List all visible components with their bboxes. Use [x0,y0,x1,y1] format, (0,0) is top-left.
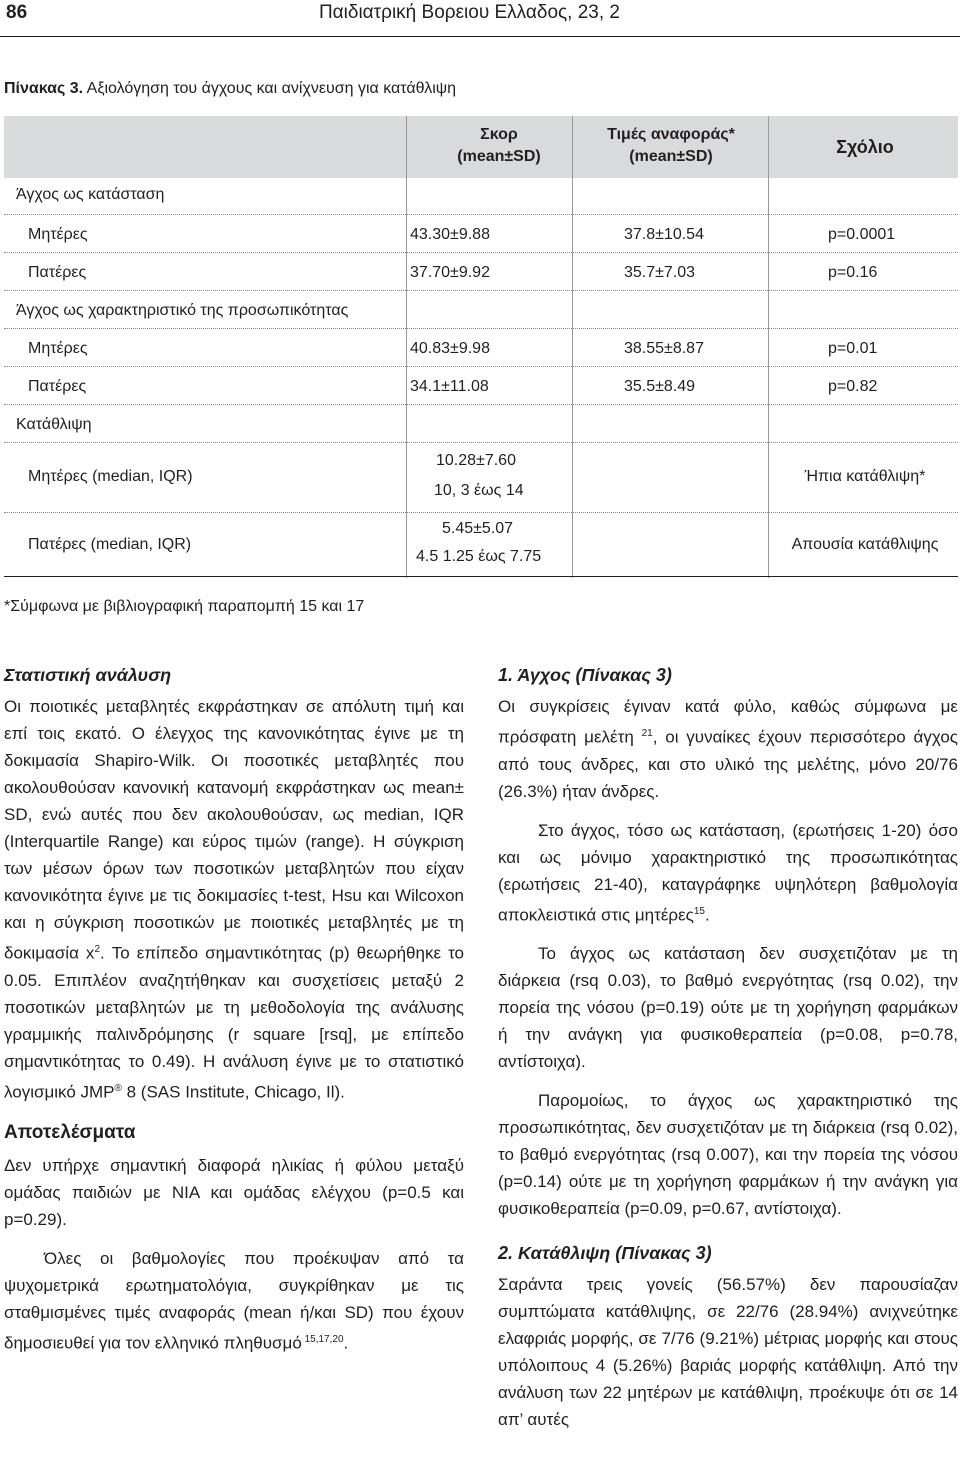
anxiety-heading: 1. Άγχος (Πίνακας 3) [498,665,672,685]
table-bottom-rule [4,576,958,577]
page-number: 86 [6,2,28,23]
row-comment: p=0.16 [828,264,878,281]
table-footnote: *Σύμφωνα με βιβλιογραφική παραπομπή 15 και 17 [4,598,365,615]
results-text-part: . [343,1333,349,1353]
registered-mark: ® [114,1082,122,1094]
row-score: 5.45±5.07 [442,520,514,537]
row-score: 43.30±9.88 [410,226,490,243]
row-comment: p=0.0001 [828,226,896,243]
anxiety-paragraph: Παρομοίως, το άγχος ως χαρακτηριστικό της προσωπικότητας, δεν συσχετιζόταν με τη διάρκεια (rsq 0.02), το βαθμό ενεργότητας (rsq 0.007), και την πορεία της νόσου (p=0.14) ούτε με τη χορήγηση φαρμάκων ή την ανάγκη για φυσικοθεραπεία (p=0.09, p=0.67, αντίστοιχα). [498,1091,958,1219]
anxiety-paragraph: Το άγχος ως κατάσταση δεν συσχετιζόταν με τη διάρκεια (rsq 0.03), το βαθμό ενεργότητας (rsq 0.02), την πορεία της νόσου (p=0.19) ούτε με τη χορήγηση φαρμάκων ή την ανάγκη για φυσικοθεραπεία (p=0.08, p=0.78, αντίστοιχα). [498,944,958,1072]
row-label: Μητέρες (median, IQR) [28,468,193,485]
anxiety-text-part: , οι γυναίκες έχουν περισσότερο άγχος από τους άνδρες, και στο υλικό της μελέτης, μόνο 20/76 (26.3%) ήταν άνδρες. [498,727,959,801]
statistics-text-part: Οι ποιοτικές μεταβλητές εκφράστηκαν σε απόλυτη τιμή και επί τοις εκατό. Ο έλεγχος της κανονικότητας έγινε με τη δοκιμασία Shapiro-Wilk. Οι ποσοτικές μεταβλητές που ακολουθούσαν κανονική κατανομή εκφράστηκαν ως mean± SD, ενώ αυτές που δεν ακολουθούσαν, ως median, IQR (Interquartile Range) και εύρος τιμών (range). Η σύγκριση των μέσων όρων των ποσοτικών μεταβλητών που είχαν κανονικότητα έγινε με τις δοκιμασίες t-test, Hsu και Wilcoxon και η σύγκριση ποσοτικών με ποιοτικές μεταβλητές με τη δοκιμασία x [4,697,464,963]
row-comment: p=0.01 [828,340,878,357]
header-reference-sub: (mean±SD) [629,148,713,165]
results-paragraph [4,1245,464,1357]
row-reference: 38.55±8.87 [624,340,704,357]
section-label: Κατάθλιψη [16,416,92,433]
depression-heading: 2. Κατάθλιψη (Πίνακας 3) [498,1243,712,1264]
anxiety-paragraph [498,817,958,929]
row-median: 10, 3 έως 14 [434,482,524,499]
row-divider [4,442,958,443]
header-score-title: Σκορ [480,126,518,143]
citation-superscript: 15,17,20 [301,1334,344,1346]
table-caption-text: Αξιολόγηση του άγχους και ανίχνευση για κατάθλιψη [83,80,457,97]
table-caption-label: Πίνακας 3. [4,80,84,97]
depression-paragraph: Σαράντα τρεις γονείς (56.57%) δεν παρουσίαζαν συμπτώματα κατάθλιψης, σε 22/76 (28.94%) ανιχνεύτηκε ελαφριάς μορφής, σε 7/76 (9.21%) μέτριας μορφής και στους υπόλοιπους 4 (5.26%) βαριάς μορφής κατάθλιψη. Από την ανάλυση των 22 μητέρων με κατάθλιψη, προέκυψε ότι σε 14 απ’ αυτές [498,1275,958,1430]
table-row [4,520,958,574]
row-comment: Απουσία κατάθλιψης [791,536,939,553]
row-label: Μητέρες [28,226,88,243]
results-paragraph: Δεν υπήρχε σημαντική διαφορά ηλικίας ή φύλου μεταξύ ομάδας παιδιών με ΝΙΑ και ομάδας ελέγχου (p=0.5 και p=0.29). [4,1156,464,1230]
anxiety-text-part: . [704,905,710,925]
row-comment: Ήπια κατάθλιψη* [804,468,926,485]
header-comment: Σχόλιο [836,137,894,157]
row-comment: p=0.82 [828,378,878,395]
results-table [4,116,958,578]
row-divider [4,252,958,253]
journal-running-head: Παιδιατρική Βορειου Ελλαδος, 23, 2 [318,2,620,23]
header-score-sub: (mean±SD) [457,148,541,165]
row-divider [4,366,958,367]
statistics-text-part: . Το επίπεδο σημαντικότητας (p) θεωρήθηκε το 0.05. Επιπλέον αναζητήθηκαν και συσχετίσεις μεταξύ 2 ποσοτικών μεταβλητών με τη μεθοδολογία της ανάλυσης γραμμικής παλινδρόμησης (r square [rsq], με επίπεδο σημαντικότητας το 0.49). Η ανάλυση έγινε με το στατιστικό λογισμικό JMP [4,943,464,1102]
header-rule [0,36,960,37]
row-divider [4,214,958,215]
row-score: 37.70±9.92 [410,264,490,281]
right-text-column [498,662,958,1445]
header-reference [576,124,766,168]
statistics-heading: Στατιστική ανάλυση [4,665,172,685]
row-label: Πατέρες [28,378,87,395]
row-score: 10.28±7.60 [436,452,516,469]
superscript: 2 [94,944,100,955]
anxiety-text-part: Οι συγκρίσεις έγιναν κατά φύλο, καθώς σύμφωνα με πρόσφατη μελέτη [498,697,958,747]
citation-superscript: 15 [693,905,705,917]
anxiety-text-part: Στο άγχος, τόσο ως κατάσταση, (ερωτήσεις 1-20) όσο και ως μόνιμο χαρακτηριστικό της προσωπικότητας (ερωτήσεις 21-40), καταγράφηκε υψηλότερη βαθμολογία αποκλειστικά στις μητέρες [498,820,958,925]
row-score: 40.83±9.98 [410,340,490,357]
statistics-paragraph [4,693,464,1105]
row-reference: 37.8±10.54 [624,226,704,243]
results-heading: Αποτελέσματα [4,1122,136,1144]
row-divider [4,290,958,291]
row-label: Μητέρες [28,340,88,357]
section-label: Άγχος ως χαρακτηριστικό της προσωπικότητας [16,302,349,319]
table-header [4,116,958,178]
row-divider [4,512,958,513]
header-reference-title: Τιμές αναφοράς* [607,126,735,143]
row-label: Πατέρες (median, IQR) [28,536,192,553]
left-text-column [4,662,464,1369]
row-reference: 35.7±7.03 [624,264,696,281]
statistics-text-part: 8 (SAS Institute, Chicago, Il). [121,1082,345,1102]
table-caption [4,80,456,98]
row-score: 34.1±11.08 [410,378,489,395]
results-text-part: Όλες οι βαθμολογίες που προέκυψαν από τα ψυχομετρικά ερωτηματολόγια, συγκρίθηκαν με τις σταθμισμένες τιμές αναφοράς (mean ή/και SD) που έχουν δημοσιευθεί για τον ελληνικό πληθυσμό [4,1249,464,1353]
table-row [4,452,958,510]
row-divider [4,328,958,329]
row-median: 4.5 1.25 έως 7.75 [416,548,542,565]
row-label: Πατέρες [28,264,87,281]
row-reference: 35.5±8.49 [624,378,696,395]
header-score [414,124,584,168]
section-label: Άγχος ως κατάσταση [16,186,165,203]
anxiety-paragraph [498,693,958,805]
row-divider [4,404,958,405]
citation-superscript: 21 [641,728,653,739]
